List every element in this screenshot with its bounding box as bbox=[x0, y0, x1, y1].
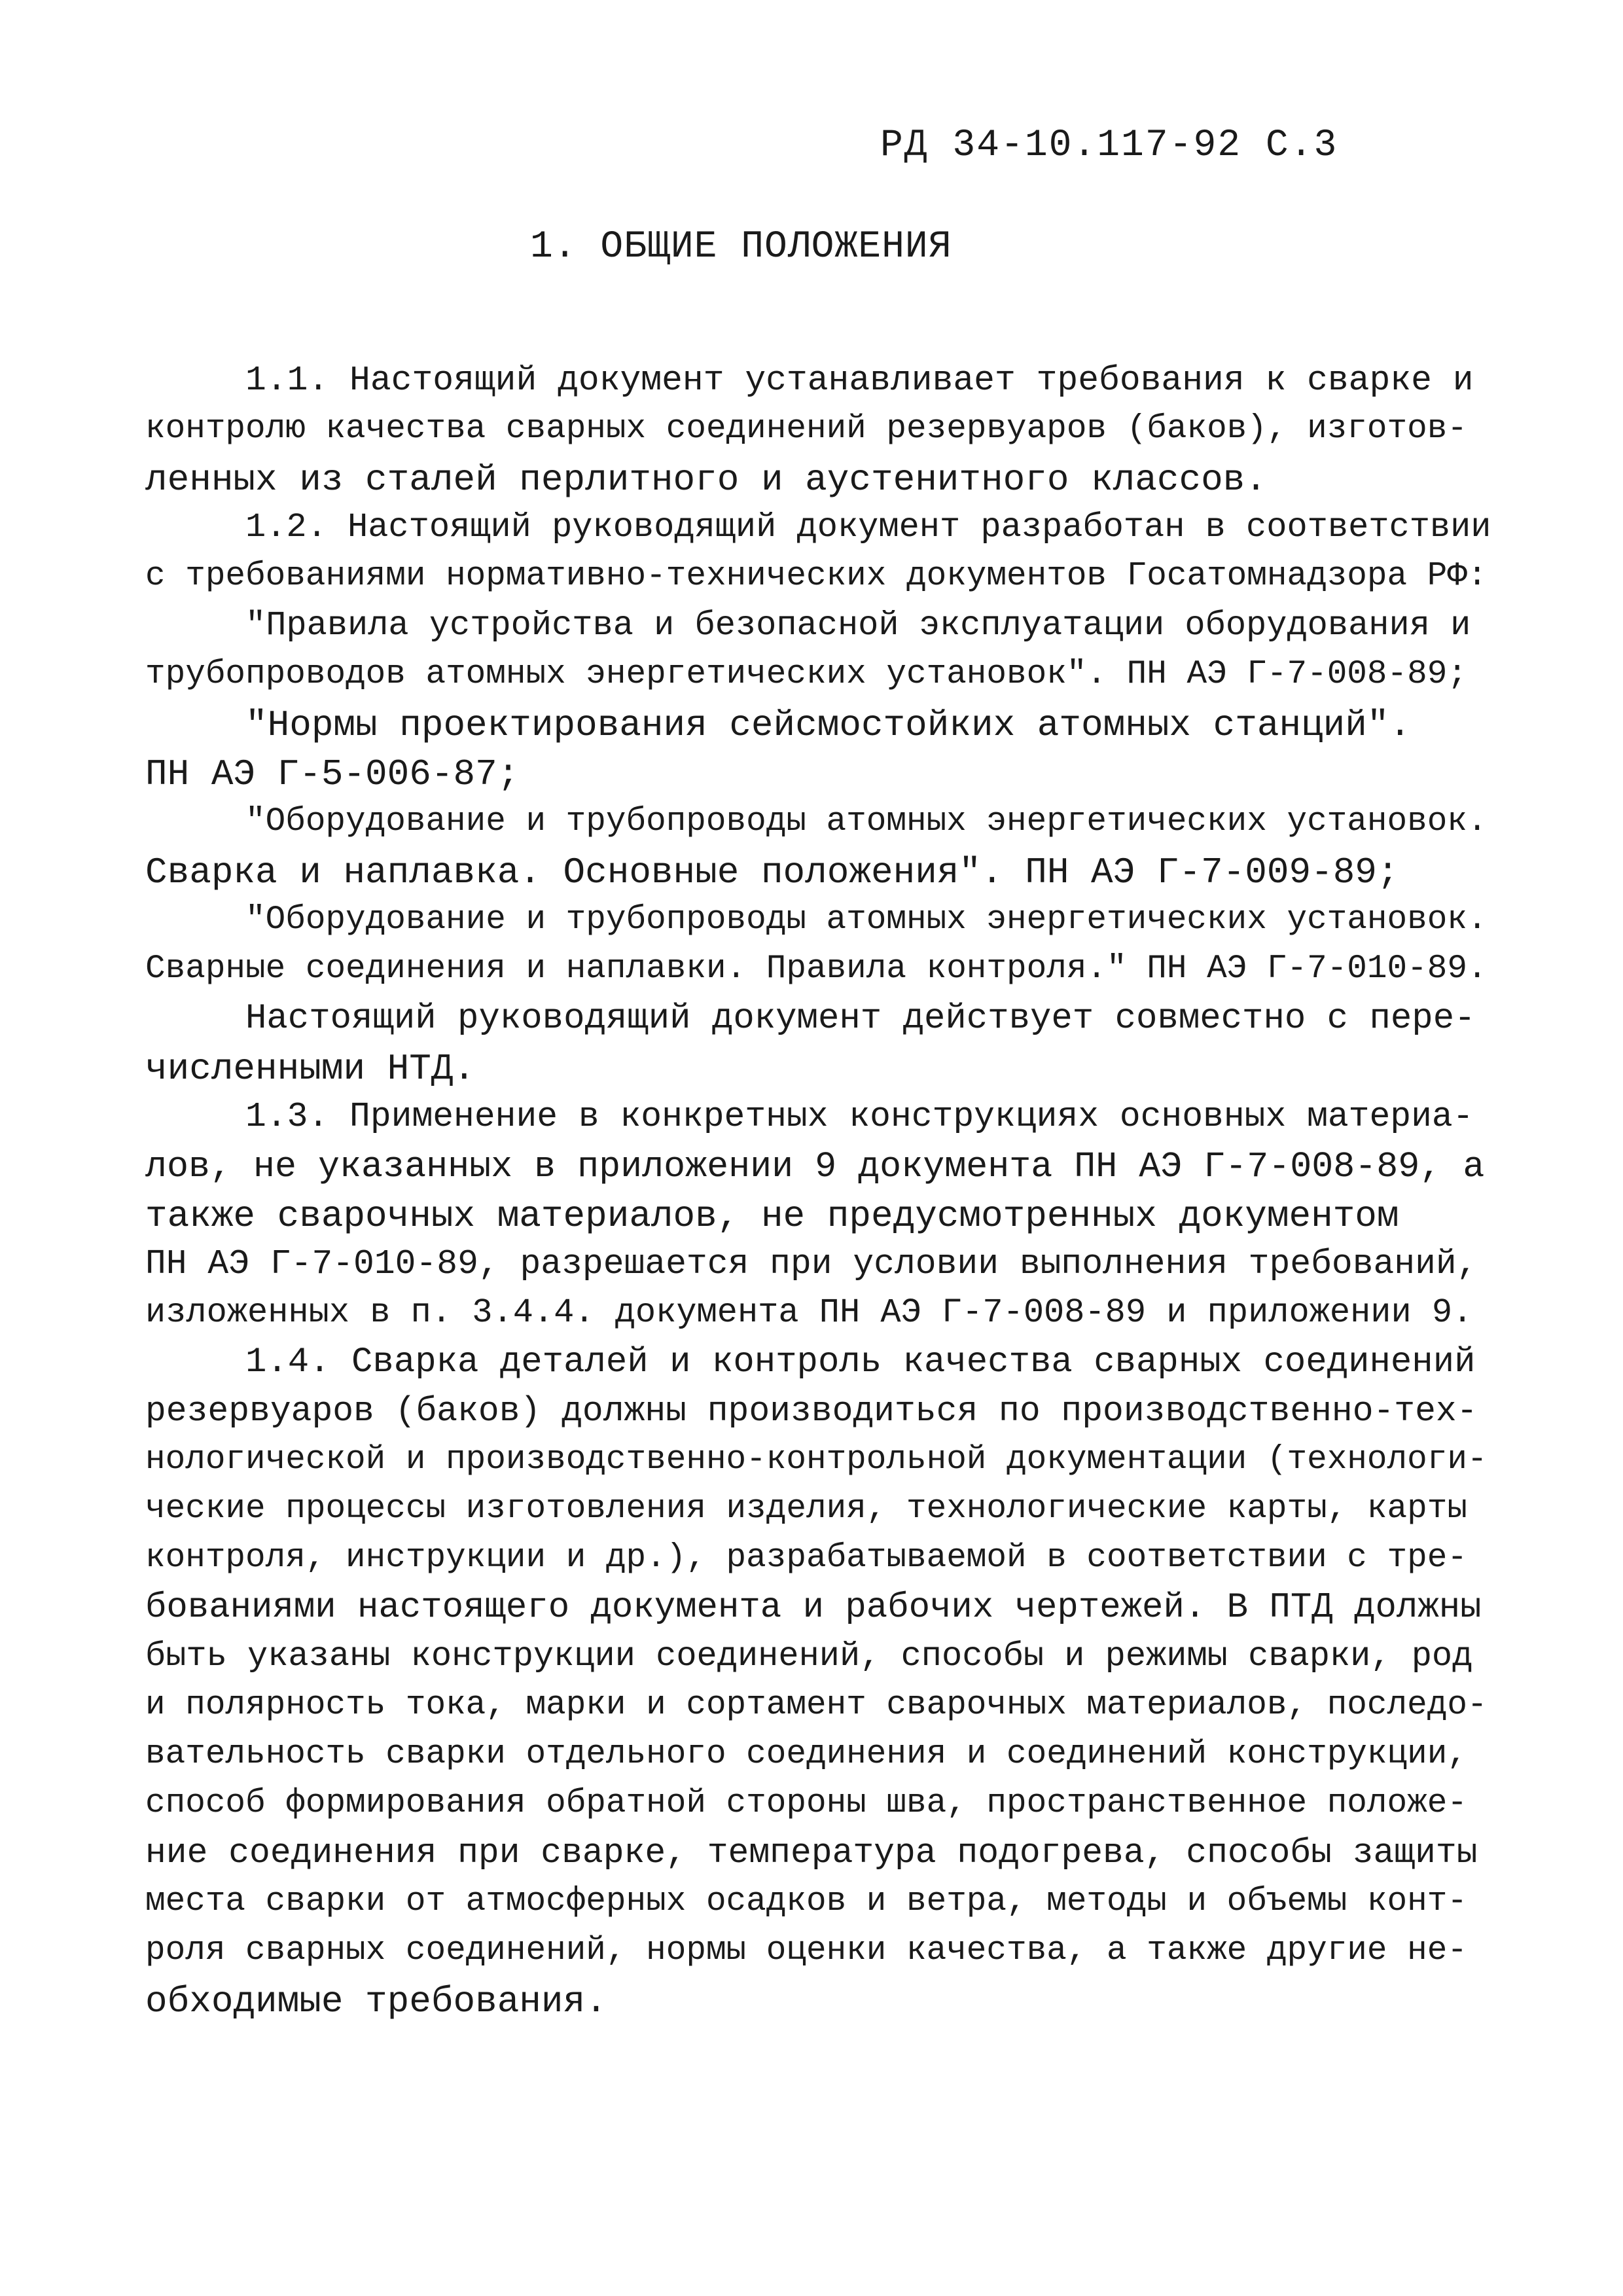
text-line: численными НТД. bbox=[145, 1048, 476, 1090]
text-line: 1.3. Применение в конкретных конструкциях основных материа- bbox=[245, 1097, 1474, 1136]
text-line: "Оборудование и трубопроводы атомных энергетических установок. bbox=[245, 803, 1488, 840]
text-line: 1.2. Настоящий руководящий документ разработан в соответствии bbox=[245, 508, 1491, 547]
text-line: ленных из сталей перлитного и аустенитного классов. bbox=[145, 459, 1267, 501]
text-line: Сварные соединения и наплавки. Правила контроля." ПН АЭ Г-7-010-89. bbox=[145, 950, 1488, 988]
text-line: ПН АЭ Г-7-010-89, разрешается при условии выполнения требований, bbox=[145, 1244, 1478, 1283]
text-line: контроля, инструкции и др.), разрабатываемой в соответствии с тре- bbox=[145, 1539, 1467, 1577]
text-line: обходимые требования. bbox=[145, 1981, 607, 2022]
text-line: 1.1. Настоящий документ устанавливает требования к сварке и bbox=[245, 361, 1474, 400]
text-line: ПН АЭ Г-5-006-87; bbox=[145, 753, 520, 795]
text-line: резервуаров (баков) должны производиться по производственно-тех- bbox=[145, 1391, 1478, 1431]
text-line: бованиями настоящего документа и рабочих чертежей. В ПТД должны bbox=[145, 1588, 1482, 1628]
text-line: вательность сварки отдельного соединения и соединений конструкции, bbox=[145, 1736, 1467, 1773]
text-line: "Правила устройства и безопасной эксплуатации оборудования и bbox=[245, 606, 1471, 645]
text-line: Сварка и наплавка. Основные положения". ПН АЭ Г-7-009-89; bbox=[145, 852, 1399, 893]
text-line: также сварочных материалов, не предусмотренных документом bbox=[145, 1195, 1399, 1237]
text-line: изложенных в п. 3.4.4. документа ПН АЭ Г-7-008-89 и приложении 9. bbox=[145, 1293, 1473, 1332]
text-line: способ формирования обратной стороны шва, пространственное положе- bbox=[145, 1785, 1467, 1822]
text-line: нологической и производственно-контрольной документации (технологи- bbox=[145, 1441, 1488, 1479]
text-line: "Оборудование и трубопроводы атомных энергетических установок. bbox=[245, 901, 1488, 939]
text-line: и полярность тока, марки и сортамент сварочных материалов, последо- bbox=[145, 1687, 1488, 1724]
document-reference: РД 34-10.117-92 С.3 bbox=[880, 124, 1338, 167]
text-line: с требованиями нормативно-технических документов Госатомнадзора РФ: bbox=[145, 558, 1488, 595]
text-line: "Нормы проектирования сейсмостойких атомных станций". bbox=[245, 704, 1412, 746]
text-line: трубопроводов атомных энергетических установок". ПН АЭ Г-7-008-89; bbox=[145, 656, 1467, 693]
text-line: 1.4. Сварка деталей и контроль качества сварных соединений bbox=[245, 1342, 1476, 1382]
text-line: ческие процессы изготовления изделия, технологические карты, карты bbox=[145, 1490, 1467, 1528]
text-line: лов, не указанных в приложении 9 документа ПН АЭ Г-7-008-89, а bbox=[145, 1146, 1485, 1187]
section-title: 1. ОБЩИЕ ПОЛОЖЕНИЯ bbox=[530, 226, 952, 268]
text-line: роля сварных соединений, нормы оценки качества, а также другие не- bbox=[145, 1932, 1467, 1969]
text-line: места сварки от атмосферных осадков и ветра, методы и объемы конт- bbox=[145, 1883, 1467, 1920]
text-line: Настоящий руководящий документ действует совместно с пере- bbox=[245, 999, 1476, 1039]
text-line: быть указаны конструкции соединений, способы и режимы сварки, род bbox=[145, 1637, 1473, 1676]
text-line: ние соединения при сварке, температура подогрева, способы защиты bbox=[145, 1833, 1478, 1873]
text-line: контролю качества сварных соединений резервуаров (баков), изготов- bbox=[145, 410, 1467, 448]
